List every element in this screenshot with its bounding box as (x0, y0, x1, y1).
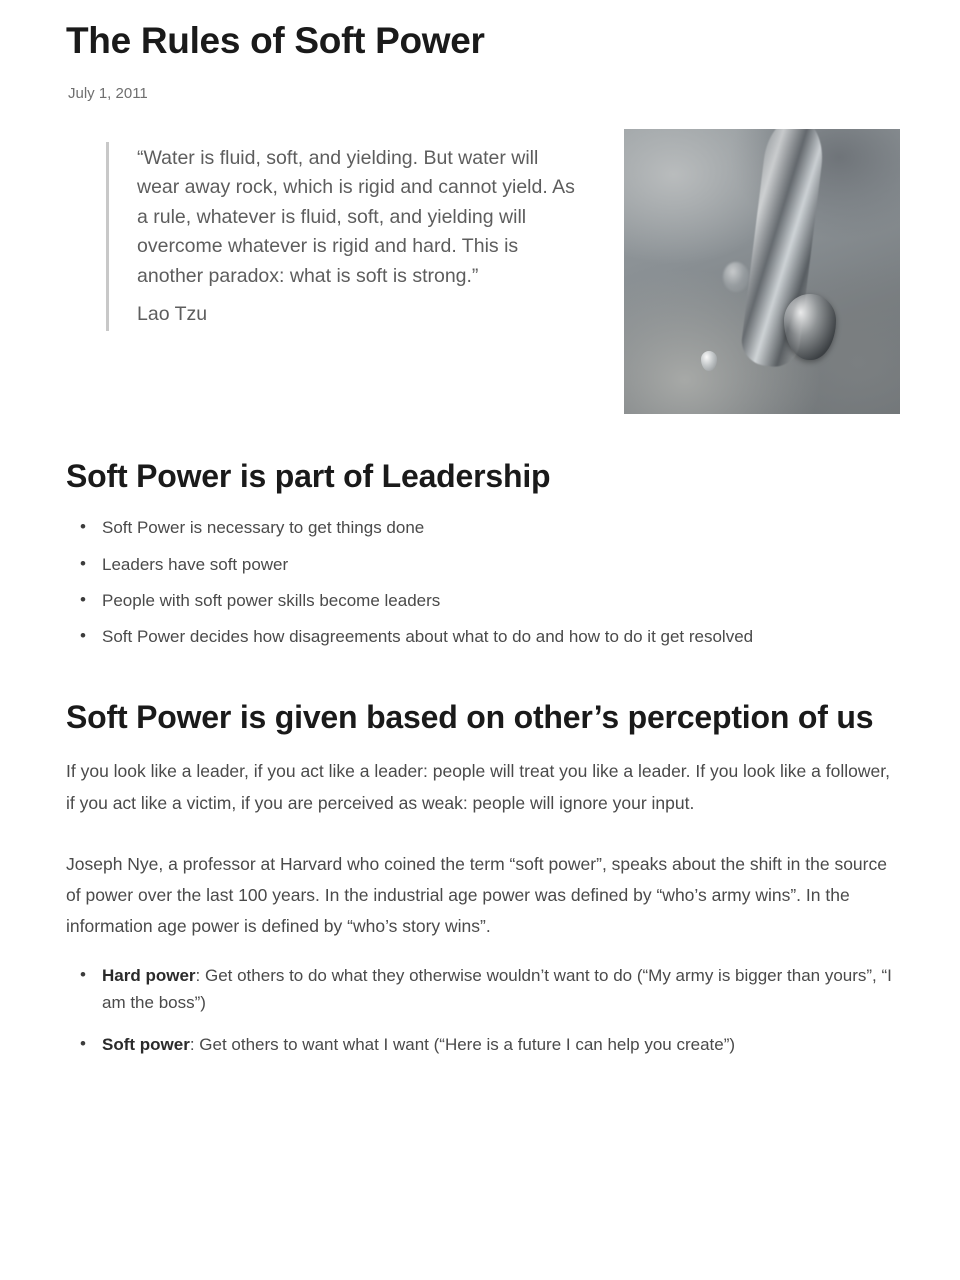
page-title: The Rules of Soft Power (66, 20, 485, 61)
blockquote-attribution: Lao Tzu (137, 302, 208, 325)
blockquote (106, 142, 584, 332)
blockquote-text: “Water is fluid, soft, and yielding. But water will wear away rock, which is rigid and cannot yield. As a rule, whatever is fluid, soft, and yielding will overcome whatever is rigid and hard. This is another paradox: what is soft is strong.” (137, 146, 575, 288)
term-hard-power: Hard power (102, 966, 196, 986)
term-soft-power-description: : Get others to want what I want (“Here is a future I can help you create”) (189, 1034, 736, 1054)
power-definition-list (66, 962, 900, 1058)
section-heading-leadership: Soft Power is part of Leadership (66, 457, 551, 494)
section-heading-perception: Soft Power is given based on other’s perception of us (66, 698, 874, 735)
term-soft-power: Soft power (102, 1034, 190, 1054)
list-item: • People with soft power skills become leaders (100, 588, 900, 614)
paragraph-leader-perception: If you look like a leader, if you act like a leader: people will treat you like a leader. If you look like a follower, if you act like a victim, if you are perceived as weak: people will ignore your input. (66, 761, 890, 813)
list-item: • Soft Power decides how disagreements about what to do and how to do it get resolved (100, 624, 900, 650)
list-item: • Soft Power is necessary to get things done (100, 515, 900, 541)
paragraph-joseph-nye: Joseph Nye, a professor at Harvard who coined the term “soft power”, speaks about the shift in the source of power over the last 100 years. In the industrial age power was defined by “who’s army wins”. In the information age power is defined by “who’s story wins”. (66, 853, 887, 936)
publish-date: July 1, 2011 (68, 84, 148, 102)
list-item: • Leaders have soft power (100, 552, 900, 578)
term-hard-power-description: : Get others to do what they otherwise wouldn’t want to do (“My army is bigger than yours”, “I am the boss”) (102, 966, 892, 1013)
quote-section (66, 126, 900, 414)
water-drop-image (624, 129, 900, 414)
leadership-bullet-list (66, 515, 900, 650)
list-item (100, 1031, 900, 1058)
list-item (100, 962, 900, 1016)
